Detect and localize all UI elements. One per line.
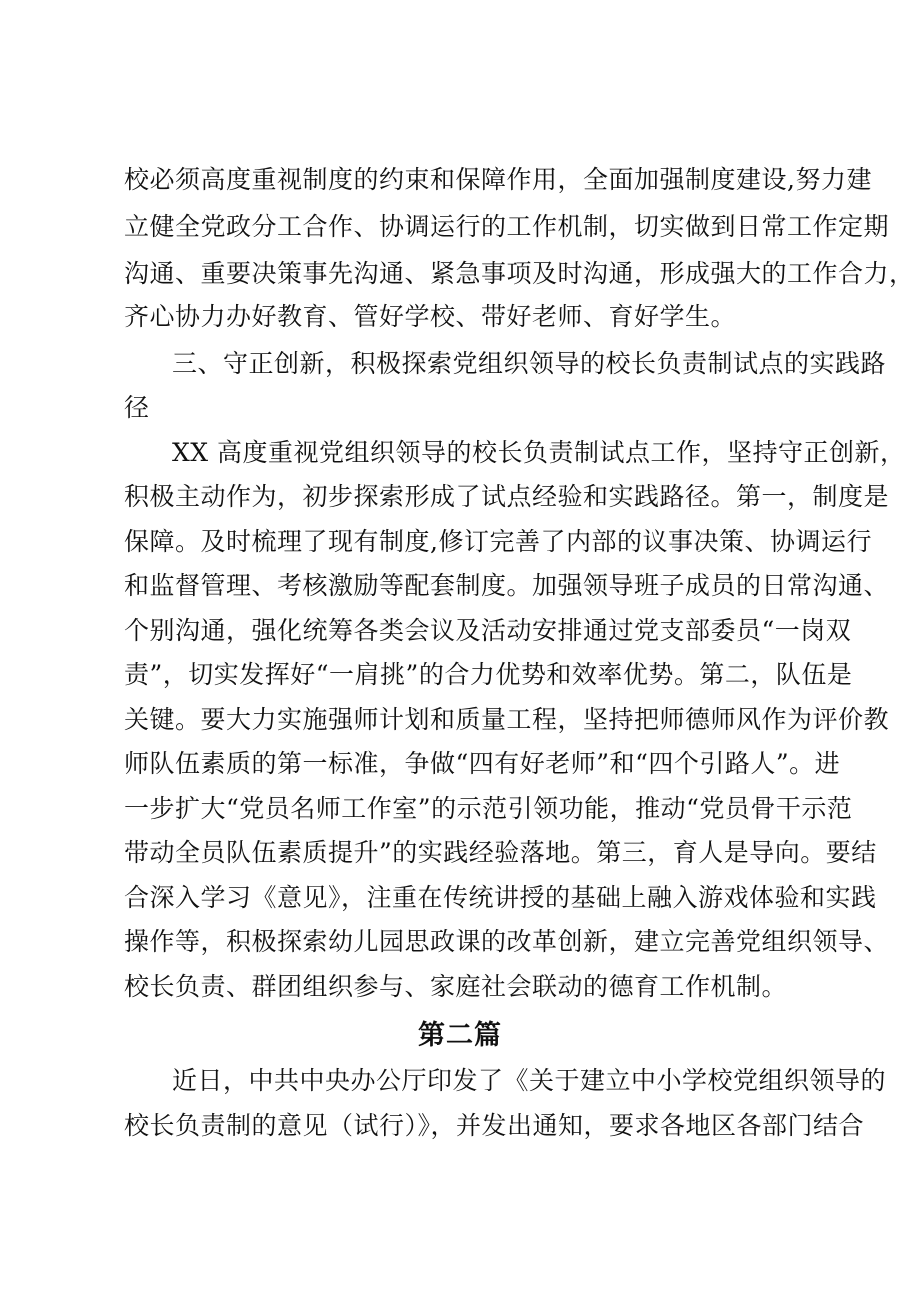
paragraph-1-line-2: 立健全党政分工合作、协调运行的工作机制，切实做到日常工作定期 xyxy=(124,212,890,241)
paragraph-1-line-1: 校必须高度重视制度的约束和保障作用，全面加强制度建设,努力建 xyxy=(124,165,872,194)
paragraph-3-line-5: 个别沟通，强化统筹各类会议及活动安排通过党支部委员“一岗双 xyxy=(124,616,852,645)
paragraph-3-line-3: 保障。及时梳理了现有制度,修订完善了内部的议事决策、协调运行 xyxy=(124,527,872,556)
paragraph-3-line-11: 合深入学习《意见》，注重在传统讲授的基础上融入游戏体验和实践 xyxy=(124,883,877,912)
part-two-heading: 第二篇 xyxy=(418,1020,502,1051)
paragraph-3-line-7: 关键。要大力实施强师计划和质量工程，坚持把师德师风作为评价教 xyxy=(124,705,890,734)
paragraph-3-line-8: 师队伍素质的第一标准，争做“四有好老师”和“四个引路人”。进 xyxy=(124,749,841,778)
paragraph-5-line-2: 校长负责制的意见（试行）》，并发出通知，要求各地区各部门结合 xyxy=(124,1111,865,1140)
paragraph-3-line-1: XX 高度重视党组织领导的校长负责制试点工作，坚持守正创新， xyxy=(172,438,906,467)
paragraph-3-line-2: 积极主动作为，初步探索形成了试点经验和实践路径。第一，制度是 xyxy=(124,482,890,511)
paragraph-3-line-9: 一步扩大“党员名师工作室”的示范引领功能，推动“党员骨干示范 xyxy=(124,794,853,823)
section-three-heading-line-1: 三、守正创新，积极探索党组织领导的校长负责制试点的实践路 xyxy=(172,349,887,378)
paragraph-3-line-6: 责”，切实发挥好“一肩挑”的合力优势和效率优势。第二，队伍是 xyxy=(124,660,853,689)
section-three-heading-line-2: 径 xyxy=(124,393,150,422)
paragraph-3-line-12: 操作等，积极探索幼儿园思政课的改革创新，建立完善党组织领导、 xyxy=(124,927,890,956)
paragraph-3-line-10: 带动全员队伍素质提升”的实践经验落地。第三，育人是导向。要结 xyxy=(124,838,877,867)
paragraph-3-line-13: 校长负责、群团组织参与、家庭社会联动的德育工作机制。 xyxy=(124,972,788,1001)
paragraph-1-line-4: 齐心协力办好教育、管好学校、带好老师、育好学生。 xyxy=(124,302,737,331)
paragraph-3-line-4: 和监督管理、考核激励等配套制度。加强领导班子成员的日常沟通、 xyxy=(124,571,890,600)
paragraph-5-line-1: 近日，中共中央办公厅印发了《关于建立中小学校党组织领导的 xyxy=(172,1066,887,1095)
paragraph-1-line-3: 沟通、重要决策事先沟通、紧急事项及时沟通，形成强大的工作合力， xyxy=(124,259,915,288)
